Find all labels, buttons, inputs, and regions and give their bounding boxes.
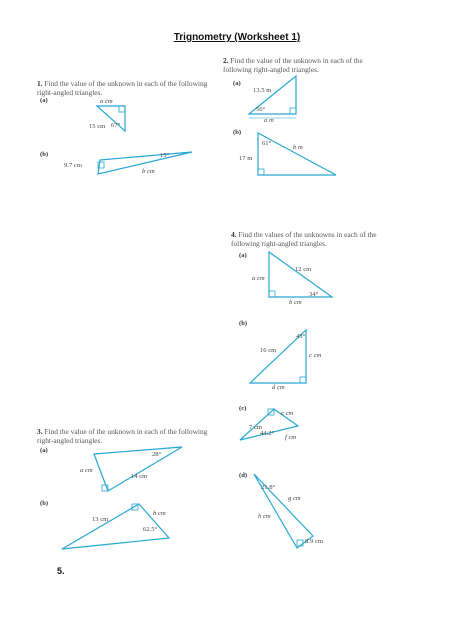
label-side-right: b cm — [153, 510, 166, 517]
label-angle: 61° — [262, 140, 272, 147]
question-text: Find the value of the unknown in each of the following right-angled triangles. — [223, 56, 363, 75]
question-number: 2. — [223, 56, 229, 65]
label-angle: 62.5° — [143, 526, 158, 533]
label-hypotenuse: 12 cm — [295, 266, 312, 273]
label-side-bottom: b cm — [142, 168, 155, 175]
part-label: (c) — [239, 405, 247, 412]
label-side-left: 15 cm — [89, 123, 106, 130]
part-label: (b) — [40, 151, 49, 158]
question-number: 1. — [37, 79, 43, 88]
label-hypotenuse: 16 cm — [260, 347, 277, 354]
part-label: (b) — [40, 500, 49, 507]
question-2 — [223, 56, 393, 75]
label-side-right: h cm — [258, 513, 271, 520]
label-side-left: a cm — [80, 467, 93, 474]
label-side-bottom: 8.9 cm — [305, 538, 323, 545]
label-side-bottom: 14 cm — [131, 473, 148, 480]
label-angle: 28° — [152, 451, 162, 458]
part-label: (a) — [233, 80, 241, 87]
question-3 — [37, 427, 217, 446]
label-side-left: 9.7 cm — [64, 162, 82, 169]
label-side-left: 17 m — [239, 155, 253, 162]
part-label: (a) — [40, 447, 48, 454]
label-angle: 67° — [111, 122, 121, 129]
question-number: 3. — [37, 427, 43, 436]
label-side-left: a cm — [252, 275, 265, 282]
label-angle: 56° — [256, 106, 266, 113]
label-side-bottom: d cm — [272, 384, 285, 391]
question-5-number: 5. — [57, 566, 65, 576]
label-side-left: 7 cm — [249, 424, 263, 431]
part-label: (a) — [40, 97, 48, 104]
part-label: (b) — [233, 129, 242, 136]
question-4 — [231, 230, 401, 249]
question-number: 4. — [231, 230, 237, 239]
label-hypotenuse: g cm — [288, 495, 301, 502]
label-side-right: c cm — [309, 352, 322, 359]
label-angle: 15° — [160, 152, 170, 159]
part-label: (d) — [239, 472, 248, 479]
question-text: Find the value of the unknown in each of the following right-angled triangles. — [37, 427, 208, 446]
question-text: Find the values of the unknowns in each of the following right-angled triangles. — [231, 230, 377, 249]
part-label: (a) — [239, 252, 247, 259]
label-angle: 44.2° — [260, 430, 275, 437]
question-text: Find the value of the unknown in each of the following right-angled triangles. — [37, 79, 208, 98]
label-side-top: e cm — [281, 410, 294, 417]
label-side-bottom: b cm — [289, 299, 302, 306]
part-label: (b) — [239, 320, 248, 327]
label-angle: 34° — [309, 291, 319, 298]
label-hypotenuse: 13.5 m — [253, 87, 272, 94]
label-side-left: 13 cm — [92, 516, 109, 523]
label-hypotenuse: b m — [293, 144, 303, 151]
label-angle: 43° — [296, 333, 306, 340]
triangle-q4a — [269, 252, 332, 297]
label-side-bottom: a m — [264, 117, 274, 124]
label-angle: 21.8° — [261, 484, 276, 491]
label-side-top: a cm — [100, 98, 113, 105]
worksheet-title: Trignometry (Worksheet 1) — [173, 32, 301, 43]
label-side-bottom: f cm — [285, 434, 297, 441]
question-1 — [37, 79, 222, 98]
triangle-q3a — [94, 447, 182, 491]
